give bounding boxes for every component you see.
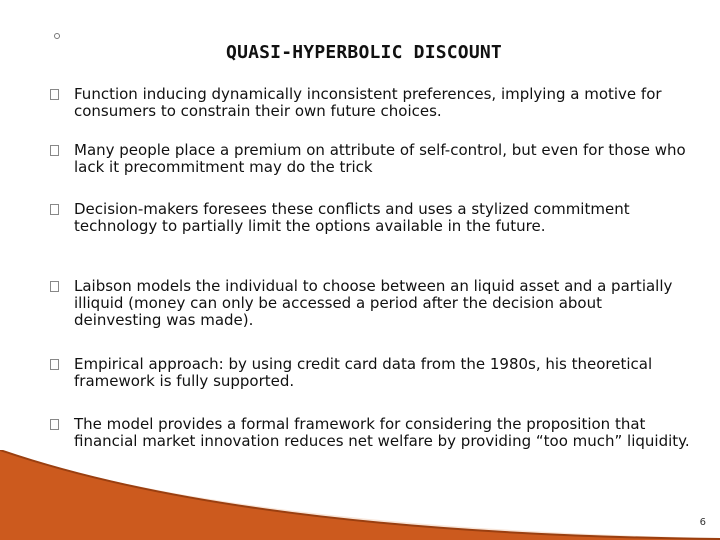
bullet-item [50, 416, 690, 450]
bottom-wave-decoration [0, 450, 720, 540]
slide-title: QUASI-HYPERBOLIC DISCOUNT [226, 42, 502, 63]
bullet-text: Many people place a premium on attribute of self-control, but even for those who lack it precommitment may do the trick [74, 141, 686, 176]
bullet-box-icon [50, 419, 59, 430]
bullet-box-icon [50, 204, 59, 215]
bullet-text: Empirical approach: by using credit card data from the 1980s, his theoretical framework is fully supported. [74, 355, 653, 390]
bullet-text: Laibson models the individual to choose between an liquid asset and a partially illiquid (money can only be accessed a period after the decision about deinvesting was made). [74, 277, 673, 329]
bullet-box-icon [50, 145, 59, 156]
bullet-item [50, 142, 690, 176]
bullet-box-icon [50, 359, 59, 370]
bullet-item [50, 201, 690, 235]
bullet-box-icon [50, 281, 59, 292]
bullet-item [50, 356, 690, 390]
bullet-item [50, 86, 690, 120]
corner-dot-icon [54, 33, 60, 39]
bullet-text: Decision-makers foresees these conflicts and uses a stylized commitment technology to partially limit the options available in the future. [74, 200, 630, 235]
bullet-box-icon [50, 89, 59, 100]
bullet-text: The model provides a formal framework for considering the proposition that financial market innovation reduces net welfare by providing “too much” liquidity. [74, 415, 690, 450]
bullet-item [50, 278, 690, 329]
bullet-text: Function inducing dynamically inconsistent preferences, implying a motive for consumers to constrain their own future choices. [74, 85, 662, 120]
page-number: 6 [699, 517, 706, 528]
